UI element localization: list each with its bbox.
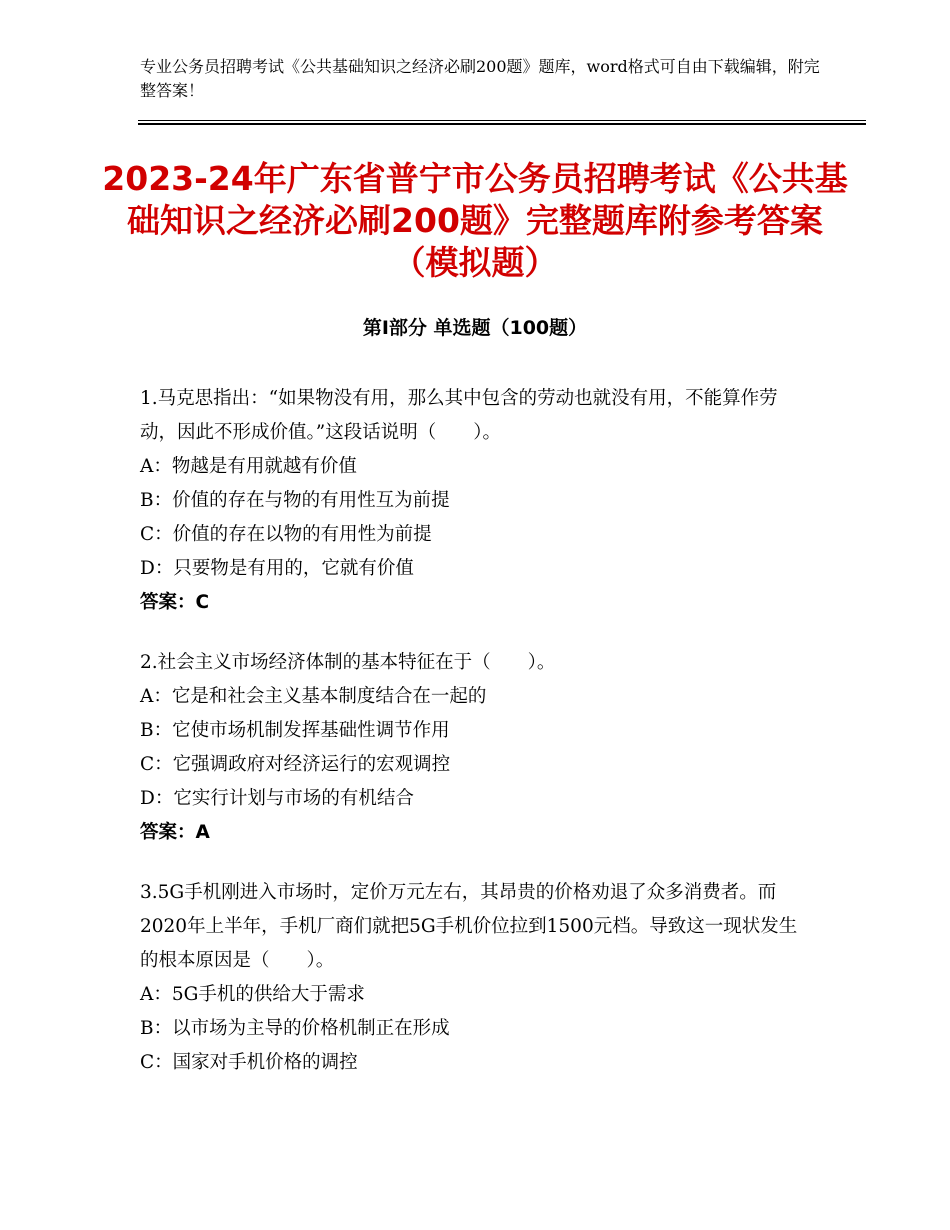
question-stem: 2.社会主义市场经济体制的基本特征在于（ ）。 (140, 652, 556, 673)
document-title: 2023-24年广东省普宁市公务员招聘考试《公共基础知识之经济必刷200题》完整题库附参考答案（模拟题） (102, 159, 848, 282)
question-stem: 1.马克思指出：“如果物没有用，那么其中包含的劳动也就没有用，不能算作劳动，因此不形成价值。”这段话说明（ ）。 (140, 388, 778, 443)
option-c: C：价值的存在以物的有用性为前提 (140, 524, 432, 545)
question-1 (140, 382, 810, 620)
option-d: D：只要物是有用的，它就有价值 (140, 558, 414, 579)
option-a: A：5G手机的供给大于需求 (140, 984, 365, 1005)
section-title: 第Ⅰ部分 单选题（100题） (362, 317, 588, 339)
option-b: B：以市场为主导的价格机制正在形成 (140, 1018, 450, 1039)
option-a: A：物越是有用就越有价值 (140, 456, 357, 477)
option-c: C：它强调政府对经济运行的宏观调控 (140, 754, 451, 775)
question-2 (140, 646, 810, 850)
question-list (140, 382, 810, 1106)
option-b: B：价值的存在与物的有用性互为前提 (140, 490, 450, 511)
option-d: D：它实行计划与市场的有机结合 (140, 788, 414, 809)
option-b: B：它使市场机制发挥基础性调节作用 (140, 720, 450, 741)
option-c: C：国家对手机价格的调控 (140, 1052, 358, 1073)
answer: 答案：A (140, 822, 210, 843)
option-a: A：它是和社会主义基本制度结合在一起的 (140, 686, 487, 707)
question-stem: 3.5G手机刚进入市场时，定价万元左右，其昂贵的价格劝退了众多消费者。而2020年上半年，手机厂商们就把5G手机价位拉到1500元档。导致这一现状发生的根本原因是（ ）。 (140, 882, 798, 971)
header-note: 专业公务员招聘考试《公共基础知识之经济必刷200题》题库，word格式可自由下载编辑，附完整答案！ (140, 57, 820, 100)
answer: 答案：C (140, 592, 210, 613)
header-divider (138, 120, 866, 125)
question-3 (140, 876, 810, 1080)
